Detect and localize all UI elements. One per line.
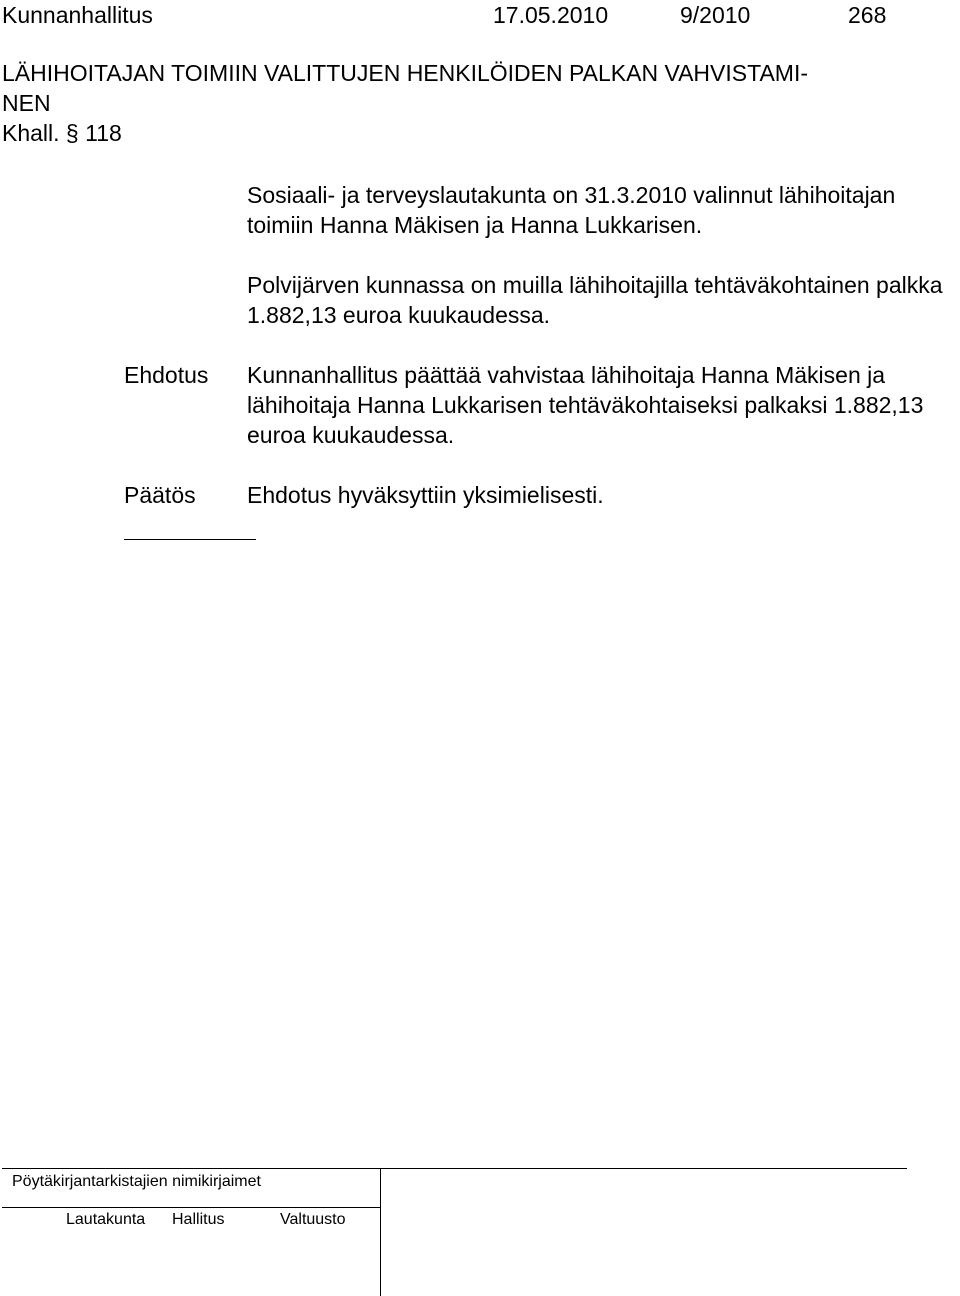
proposal-label: Ehdotus [124, 362, 209, 388]
decision-label: Päätös [124, 482, 196, 508]
section-title-line1: LÄHIHOITAJAN TOIMIIN VALITTUJEN HENKILÖIDEN PALKAN VAHVISTAMI- [2, 60, 808, 86]
header-page-number: 268 [848, 2, 887, 28]
footer-column-hallitus: Hallitus [172, 1211, 225, 1228]
header-body: Kunnanhallitus [2, 2, 153, 28]
header-meeting-number: 9/2010 [680, 2, 751, 28]
section-reference: Khall. § 118 [2, 120, 122, 146]
footer-mid-rule [2, 1207, 380, 1208]
decision-text: Ehdotus hyväksyttiin yksimielisesti. [247, 482, 604, 508]
end-rule [124, 539, 256, 540]
footer-initials-label: Pöytäkirjantarkistajien nimikirjaimet [12, 1173, 261, 1190]
section-title-line2: NEN [2, 90, 51, 116]
header-date: 17.05.2010 [493, 2, 609, 28]
footer-top-rule [2, 1168, 907, 1169]
paragraph-salary: Polvijärven kunnassa on muilla lähihoitajilla tehtäväkohtainen palkka 1.882,13 euroa kuukaudessa. [247, 272, 943, 328]
footer-column-lautakunta: Lautakunta [66, 1211, 146, 1228]
proposal-text: Kunnanhallitus päättää vahvistaa lähihoitaja Hanna Mäkisen ja lähihoitaja Hanna Lukkarisen tehtäväkohtaiseksi palkaksi 1.882,13 euroa kuukaudessa. [247, 362, 924, 448]
footer-column-valtuusto: Valtuusto [280, 1211, 346, 1228]
paragraph-selection: Sosiaali- ja terveyslautakunta on 31.3.2010 valinnut lähihoitajan toimiin Hanna Mäkisen ja Hanna Lukkarisen. [247, 182, 896, 238]
footer-divider [380, 1168, 381, 1296]
